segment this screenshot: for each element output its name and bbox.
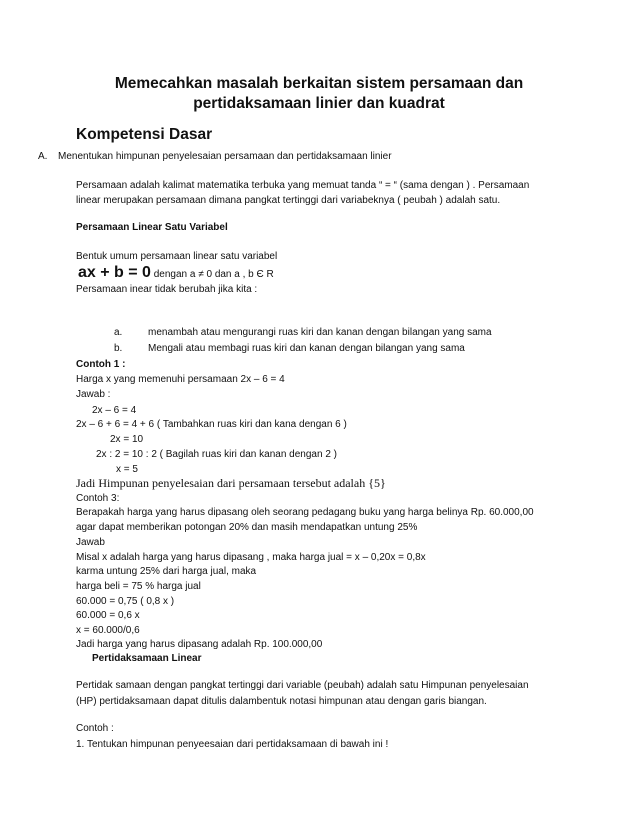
- ptl-line-2: (HP) pertidaksamaan dapat ditulis dalambentuk notasi himpunan atau dengan garis biangan.: [76, 696, 487, 707]
- contoh1-jawab: Jawab :: [76, 389, 111, 400]
- c3-question-1: Berapakah harga yang harus dipasang oleh seorang pedagang buku yang harga belinya Rp. 60.000,00: [76, 507, 534, 518]
- c1-step-2: 2x – 6 + 6 = 4 + 6 ( Tambahkan ruas kiri dan kana dengan 6 ): [76, 419, 347, 430]
- c1-step-5: x = 5: [116, 464, 138, 475]
- heading-plsv: Persamaan Linear Satu Variabel: [76, 222, 228, 233]
- c3-line-2: karma untung 25% dari harga jual, maka: [76, 566, 257, 577]
- intro-line-2: linear merupakan persamaan dimana pangkat tertinggi dari variabeknya ( peubah ) adalah satu.: [76, 195, 501, 206]
- formula-condition: dengan a ≠ 0 dan a , b Є R: [153, 269, 274, 280]
- contoh-item-1: 1. Tentukan himpunan penyeesaian dari pertidaksamaan di bawah ini !: [76, 739, 389, 750]
- c1-step-4: 2x : 2 = 10 : 2 ( Bagilah ruas kiri dan kanan dengan 2 ): [96, 449, 337, 460]
- c3-line-7: Jadi harga yang harus dipasang adalah Rp. 100.000,00: [76, 639, 323, 650]
- ptl-line-1: Pertidak samaan dengan pangkat tertinggi dari variable (peubah) adalah satu Himpunan penyelesaian: [76, 680, 529, 691]
- title-line-2: pertidaksamaan linier dan kuadrat: [193, 95, 445, 112]
- c3-line-6: x = 60.000/0,6: [76, 625, 140, 636]
- page-title: [60, 74, 578, 114]
- contoh3-title: Contoh 3:: [76, 493, 120, 504]
- heading-ptl: Pertidaksamaan Linear: [92, 653, 202, 664]
- section-a-marker: A.: [38, 151, 48, 162]
- bentuk-umum: Bentuk umum persamaan linear satu variabel: [76, 251, 278, 262]
- formula-row: [78, 264, 274, 284]
- heading-kompetensi: Kompetensi Dasar: [76, 126, 213, 143]
- formula-main: ax + b = 0: [78, 264, 151, 281]
- c3-line-3: harga beli = 75 % harga jual: [76, 581, 201, 592]
- contoh1-question: Harga x yang memenuhi persamaan 2x – 6 = 4: [76, 374, 285, 385]
- c3-line-1: Misal x adalah harga yang harus dipasang , maka harga jual = x – 0,20x = 0,8x: [76, 552, 426, 563]
- tidak-berubah: Persamaan inear tidak berubah jika kita :: [76, 284, 258, 295]
- rule-a-marker: a.: [114, 327, 123, 338]
- rule-b-text: Mengali atau membagi ruas kiri dan kanan dengan bilangan yang sama: [148, 343, 465, 354]
- c3-question-2: agar dapat memberikan potongan 20% dan masih mendapatkan untung 25%: [76, 522, 418, 533]
- c1-step-1: 2x – 6 = 4: [92, 405, 137, 416]
- c3-jawab: Jawab: [76, 537, 105, 548]
- contoh-label: Contoh :: [76, 723, 114, 734]
- rule-b-marker: b.: [114, 343, 123, 354]
- c3-line-5: 60.000 = 0,6 x: [76, 610, 140, 621]
- contoh1-title: Contoh 1 :: [76, 359, 126, 370]
- c1-conclusion: Jadi Himpunan penyelesaian dari persamaan tersebut adalah {5}: [76, 476, 386, 490]
- c3-line-4: 60.000 = 0,75 ( 0,8 x ): [76, 596, 175, 607]
- section-a-text: Menentukan himpunan penyelesaian persamaan dan pertidaksamaan linier: [58, 151, 392, 162]
- rule-a-text: menambah atau mengurangi ruas kiri dan kanan dengan bilangan yang sama: [148, 327, 492, 338]
- intro-line-1: Persamaan adalah kalimat matematika terbuka yang memuat tanda “ = “ (sama dengan ) . Persamaan: [76, 180, 530, 191]
- c1-step-3: 2x = 10: [110, 434, 144, 445]
- title-line-1: Memecahkan masalah berkaitan sistem persamaan dan: [114, 75, 524, 92]
